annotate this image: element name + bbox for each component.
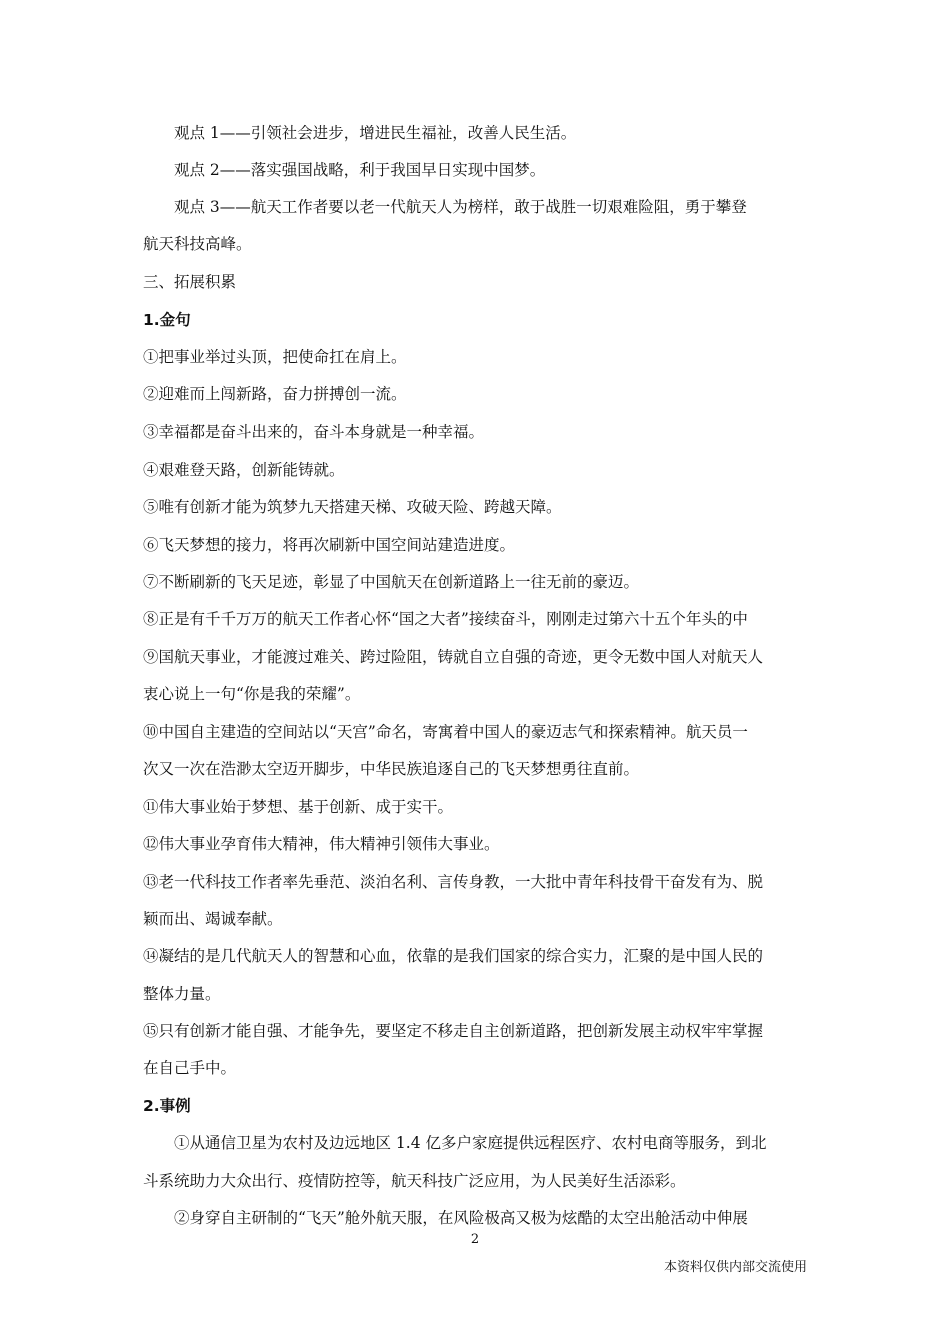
quote-line: ①把事业举过头顶，把使命扛在肩上。	[143, 348, 407, 366]
page-number: 2	[470, 1232, 480, 1247]
quote-line: ⑧正是有千千万万的航天工作者心怀“国之大者”接续奋斗，刚刚走过第六十五个年头的中	[143, 610, 748, 628]
viewpoint-1: 观点 1——引领社会进步，增进民生福祉，改善人民生活。	[174, 124, 577, 142]
quote-line: ⑮只有创新才能自强、才能争先，要坚定不移走自主创新道路，把创新发展主动权牢牢掌握	[143, 1022, 764, 1040]
quote-line: 次又一次在浩渺太空迈开脚步，中华民族追逐自己的飞天梦想勇往直前。	[143, 760, 640, 778]
quote-line: ⑨国航天事业，才能渡过难关、跨过险阻，铸就自立自强的奇迹，更令无数中国人对航天人	[143, 648, 764, 666]
quote-line: 在自己手中。	[143, 1059, 237, 1077]
viewpoint-3-cont: 航天科技高峰。	[143, 235, 252, 253]
quote-line: ⑥飞天梦想的接力，将再次刷新中国空间站建造进度。	[143, 536, 516, 554]
quote-line: ③幸福都是奋斗出来的，奋斗本身就是一种幸福。	[143, 423, 485, 441]
quote-line: ⑩中国自主建造的空间站以“天宫”命名，寄寓着中国人的豪迈志气和探索精神。航天员一	[143, 723, 748, 741]
example-line: ①从通信卫星为农村及边远地区 1.4 亿多户家庭提供远程医疗、农村电商等服务，到北	[174, 1134, 767, 1152]
quote-line: ⑭凝结的是几代航天人的智慧和心血，依靠的是我们国家的综合实力，汇聚的是中国人民的	[143, 947, 764, 965]
quote-line: 颖而出、竭诚奉献。	[143, 910, 283, 928]
quotes-heading: 1.金句	[143, 311, 191, 329]
quote-line: ⑦不断刷新的飞天足迹，彰显了中国航天在创新道路上一往无前的豪迈。	[143, 573, 640, 591]
quote-line: 整体力量。	[143, 985, 221, 1003]
quote-line: ⑫伟大事业孕育伟大精神，伟大精神引领伟大事业。	[143, 835, 500, 853]
example-line: 斗系统助力大众出行、疫情防控等，航天科技广泛应用，为人民美好生活添彩。	[143, 1172, 686, 1190]
example-line: ②身穿自主研制的“飞天”舱外航天服，在风险极高又极为炫酷的太空出舱活动中伸展	[174, 1209, 748, 1227]
quote-line: ②迎难而上闯新路，奋力拼搏创一流。	[143, 385, 407, 403]
quote-line: ⑤唯有创新才能为筑梦九天搭建天梯、攻破天险、跨越天障。	[143, 498, 562, 516]
quote-line: ⑪伟大事业始于梦想、基于创新、成于实干。	[143, 798, 454, 816]
quote-line: 衷心说上一句“你是我的荣耀”。	[143, 685, 361, 703]
viewpoint-2: 观点 2——落实强国战略，利于我国早日实现中国梦。	[174, 161, 546, 179]
section-heading: 三、拓展积累	[143, 273, 237, 291]
footer-note: 本资料仅供内部交流使用	[663, 1260, 807, 1275]
quote-line: ④艰难登天路，创新能铸就。	[143, 461, 345, 479]
quote-line: ⑬老一代科技工作者率先垂范、淡泊名利、言传身教，一大批中青年科技骨干奋发有为、脱	[143, 873, 764, 891]
examples-heading: 2.事例	[143, 1097, 191, 1115]
viewpoint-3: 观点 3——航天工作者要以老一代航天人为榜样，敢于战胜一切艰难险阻，勇于攀登	[174, 198, 747, 216]
